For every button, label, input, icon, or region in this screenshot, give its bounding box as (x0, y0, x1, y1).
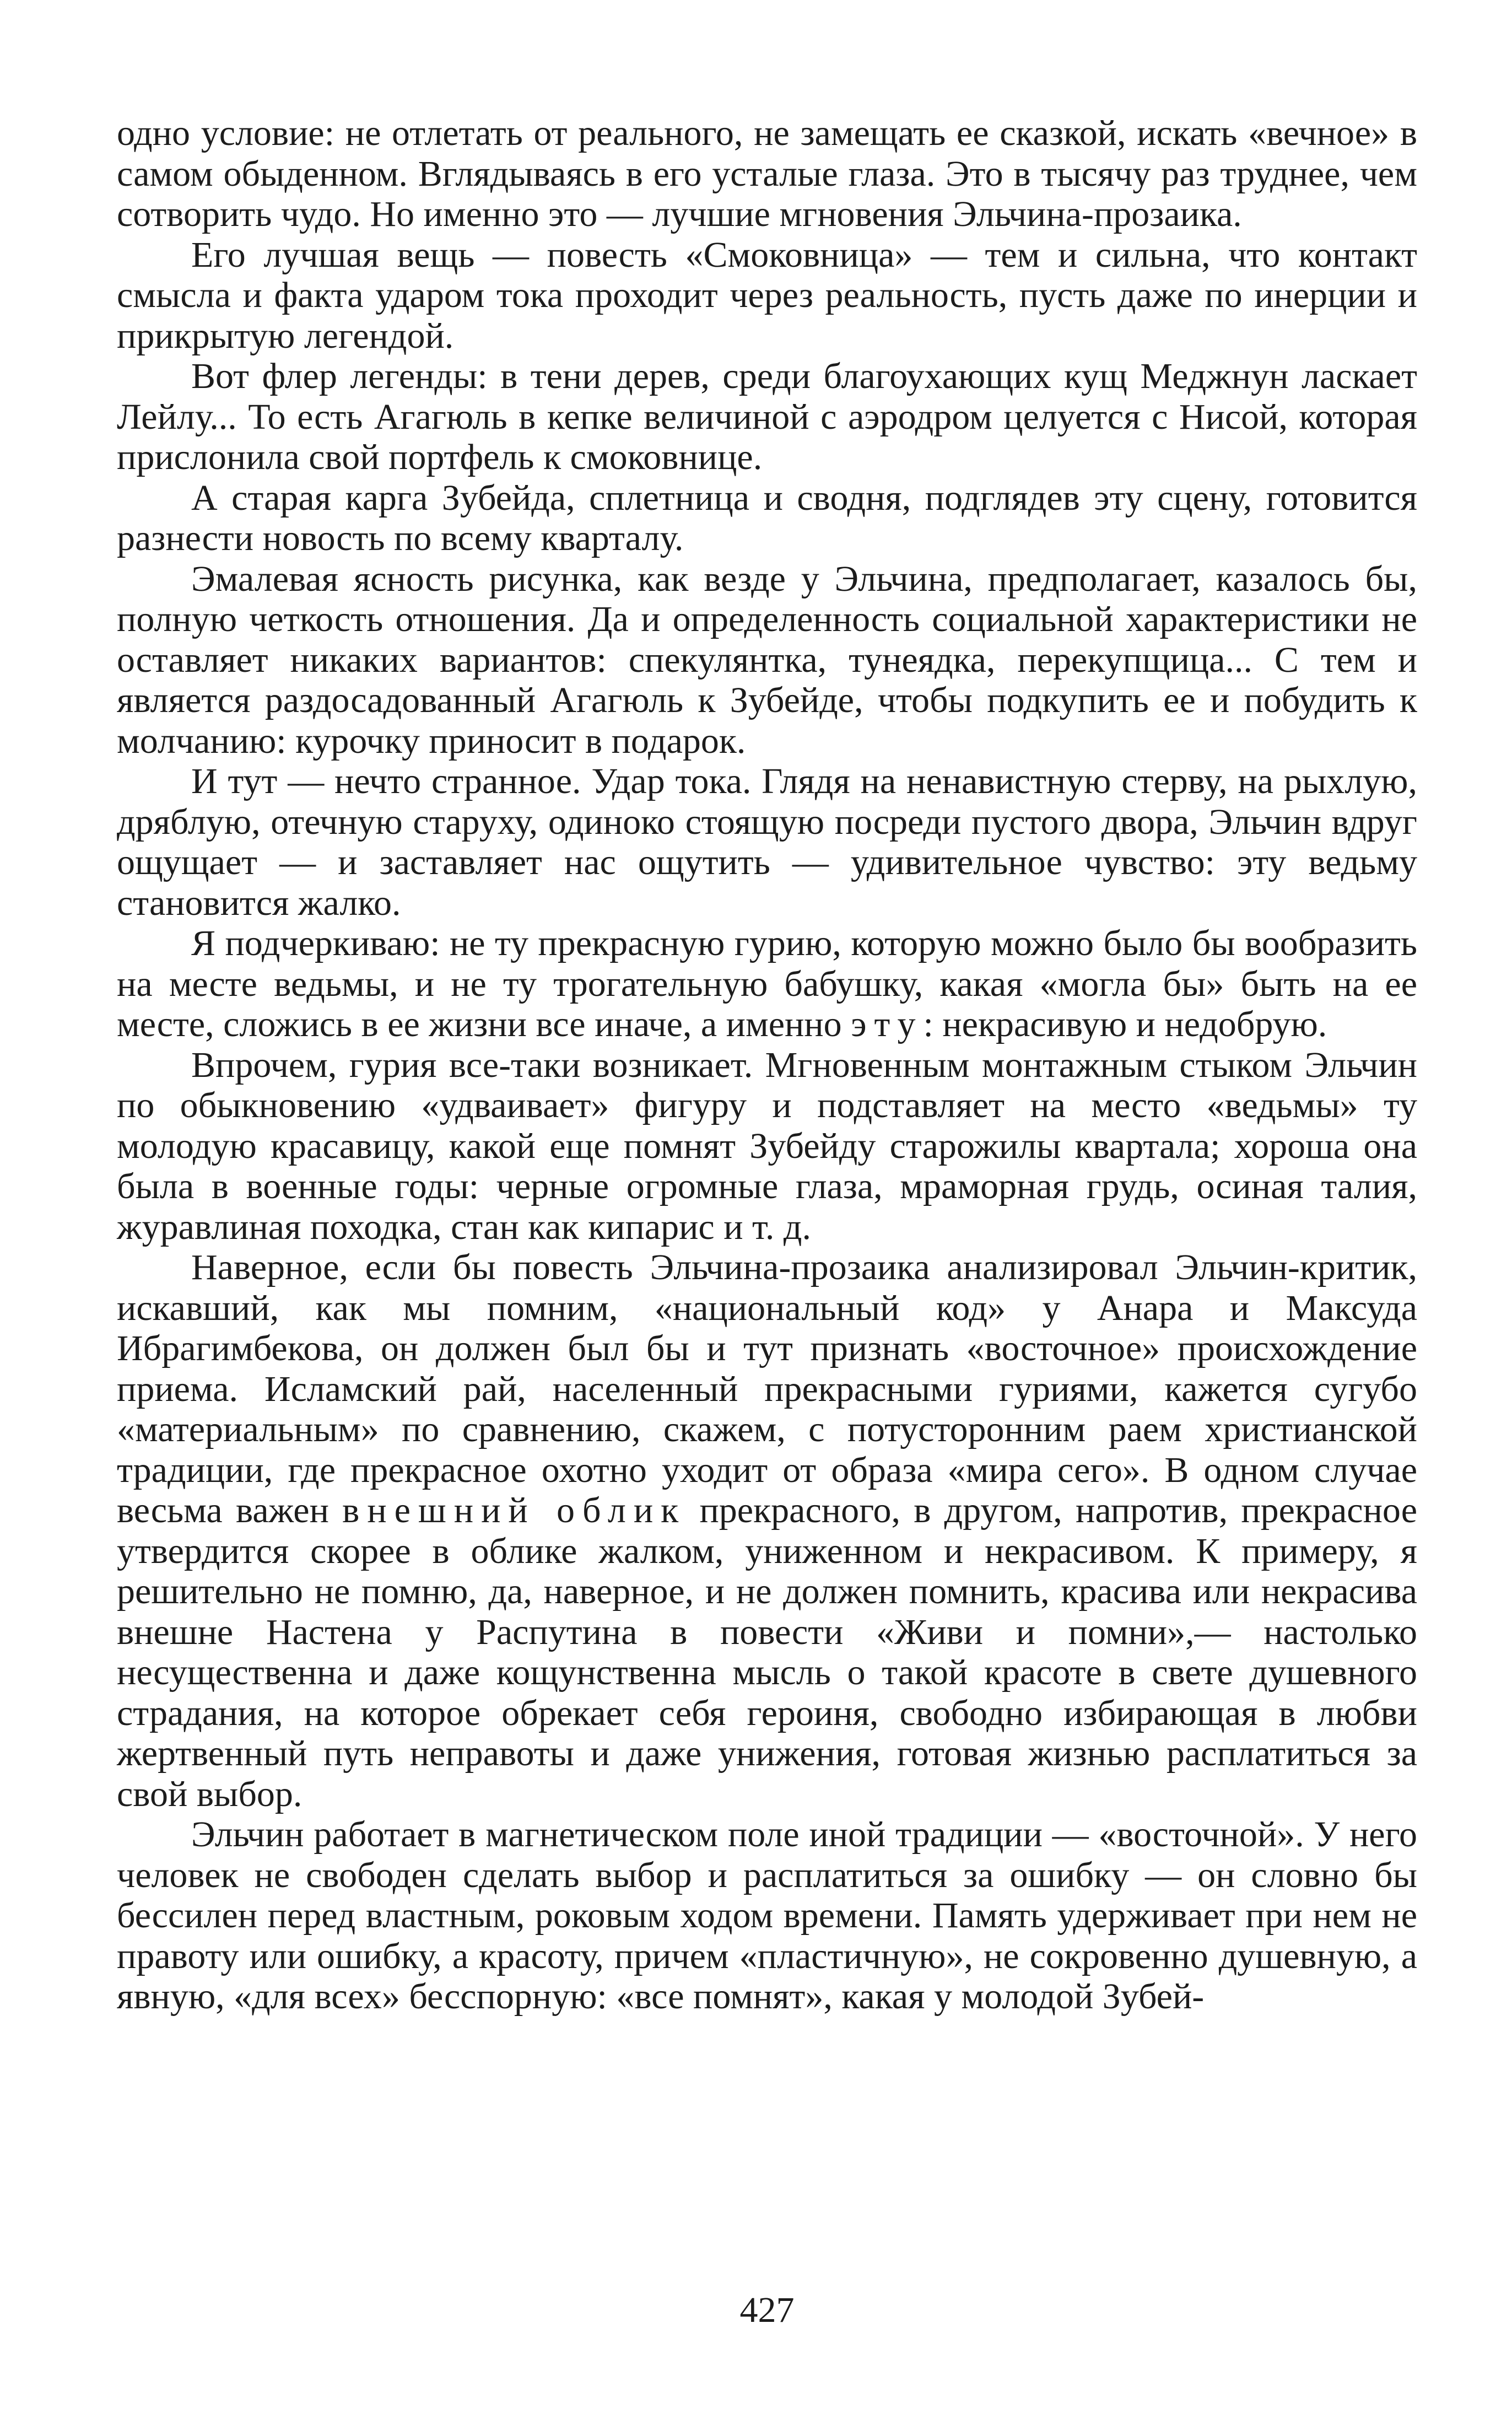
paragraph (117, 559, 1417, 762)
paragraph-text: Я подчеркиваю: не ту прекрасную гурию, которую можно было бы вообразить на месте ведьмы, и не ту трогательную бабушку, какая «могла бы» быть на ее месте, сложись в ее жизни все иначе, а именно (117, 923, 1417, 1044)
paragraph (117, 923, 1417, 1045)
paragraph (117, 113, 1417, 235)
paragraph-text: Эмалевая ясность рисунка, как везде у Эльчина, предполагает, казалось бы, полную четкость отношения. Да и определенность социальной характеристики не оставляет никаких вариантов: спекулянтка, тунеядка, перекупщица... С тем и является раздосадованный Агагюль к Зубейде, чтобы подкупить ее и побудить к молчанию: курочку приносит в подарок. (117, 558, 1417, 761)
paragraph-text: Эльчин работает в магнетическом поле иной традиции — «восточной». У него человек не свободен сделать выбор и расплатиться за ошибку — он словно бы бессилен перед властным, роковым ходом времени. Память удерживает при нем не правоту или ошибку, а красоту, причем «пластичную», не сокровенно душевную, а явную, «для всех» бесспорную: «все помнят», какая у молодой Зубей- (117, 1814, 1417, 2017)
text-column (117, 113, 1417, 2017)
paragraph (117, 356, 1417, 478)
paragraph-text: И тут — нечто странное. Удар тока. Глядя на ненавистную стерву, на рыхлую, дряблую, отечную старуху, одиноко стоящую посреди пустого двора, Эльчин вдруг ощущает — и заставляет нас ощутить — удивительное чувство: эту ведьму становится жалко. (117, 761, 1417, 923)
paragraph (117, 478, 1417, 559)
paragraph (117, 235, 1417, 357)
paragraph-text: Впрочем, гурия все-таки возникает. Мгновенным монтажным стыком Эльчин по обыкновению «удваивает» фигуру и подставляет на место «ведьмы» ту молодую красавицу, какой еще помнят Зубейду старожилы квартала; хороша она была в военные годы: черные огромные глаза, мраморная грудь, осиная талия, журавлиная походка, стан как кипарис и т. д. (117, 1044, 1417, 1247)
paragraph (117, 1045, 1417, 1248)
paragraph-text: Его лучшая вещь — повесть «Смоковница» — тем и сильна, что контакт смысла и факта ударом тока проходит через реальность, пусть даже по инерции и прикрытую легендой. (117, 234, 1417, 356)
paragraph (117, 761, 1417, 923)
book-page (117, 113, 1417, 2373)
paragraph (117, 1247, 1417, 1814)
paragraph-text: одно условие: не отлетать от реального, не замещать ее сказкой, искать «вечное» в самом обыденном. Вглядываясь в его усталые глаза. Это в тысячу раз труднее, чем сотворить чудо. Но именно это — лучшие мгновения Эльчина-прозаика. (117, 113, 1417, 234)
paragraph-text: прекрасного, в другом, напротив, прекрасное утвердится скорее в облике жалком, униженном и некрасивом. К примеру, я решительно не помню, да, наверное, и не должен помнить, красива или некрасива внешне Настена у Распутина в повести «Живи и помни»,— настолько несущественна и даже кощунственна мысль о такой красоте в свете душевного страдания, на которое обрекает себя героиня, свободно избирающая в любви жертвенный путь неправоты и даже унижения, готовая жизнью расплатиться за свой выбор. (117, 1490, 1418, 1814)
paragraph-text: Наверное, если бы повесть Эльчина-прозаика анализировал Эльчин-критик, искавший, как мы помним, «национальный код» у Анара и Максуда Ибрагимбекова, он должен был бы и тут признать «восточное» происхождение приема. Исламский рай, населенный прекрасными гуриями, кажется сугубо «материальным» по сравнению, скажем, с потусторонним раем христианской традиции, где прекрасное охотно уходит от образа «мира сего». В одном случае весьма важен (117, 1247, 1417, 1530)
paragraph (117, 1814, 1417, 2017)
emphasized-text: внешний облик (342, 1490, 687, 1530)
emphasized-text: эту (851, 1004, 924, 1044)
paragraph-text: А старая карга Зубейда, сплетница и сводня, подглядев эту сцену, готовится разнести новость по всему кварталу. (117, 477, 1417, 558)
page-number: 427 (739, 2290, 795, 2330)
paragraph-text: : некрасивую и недобрую. (923, 1004, 1327, 1044)
paragraph-text: Вот флер легенды: в тени дерев, среди благоухающих кущ Меджнун ласкает Лейлу... То есть Агагюль в кепке величиной с аэродром целуется с Нисой, которая прислонила свой портфель к смоковнице. (117, 356, 1417, 477)
